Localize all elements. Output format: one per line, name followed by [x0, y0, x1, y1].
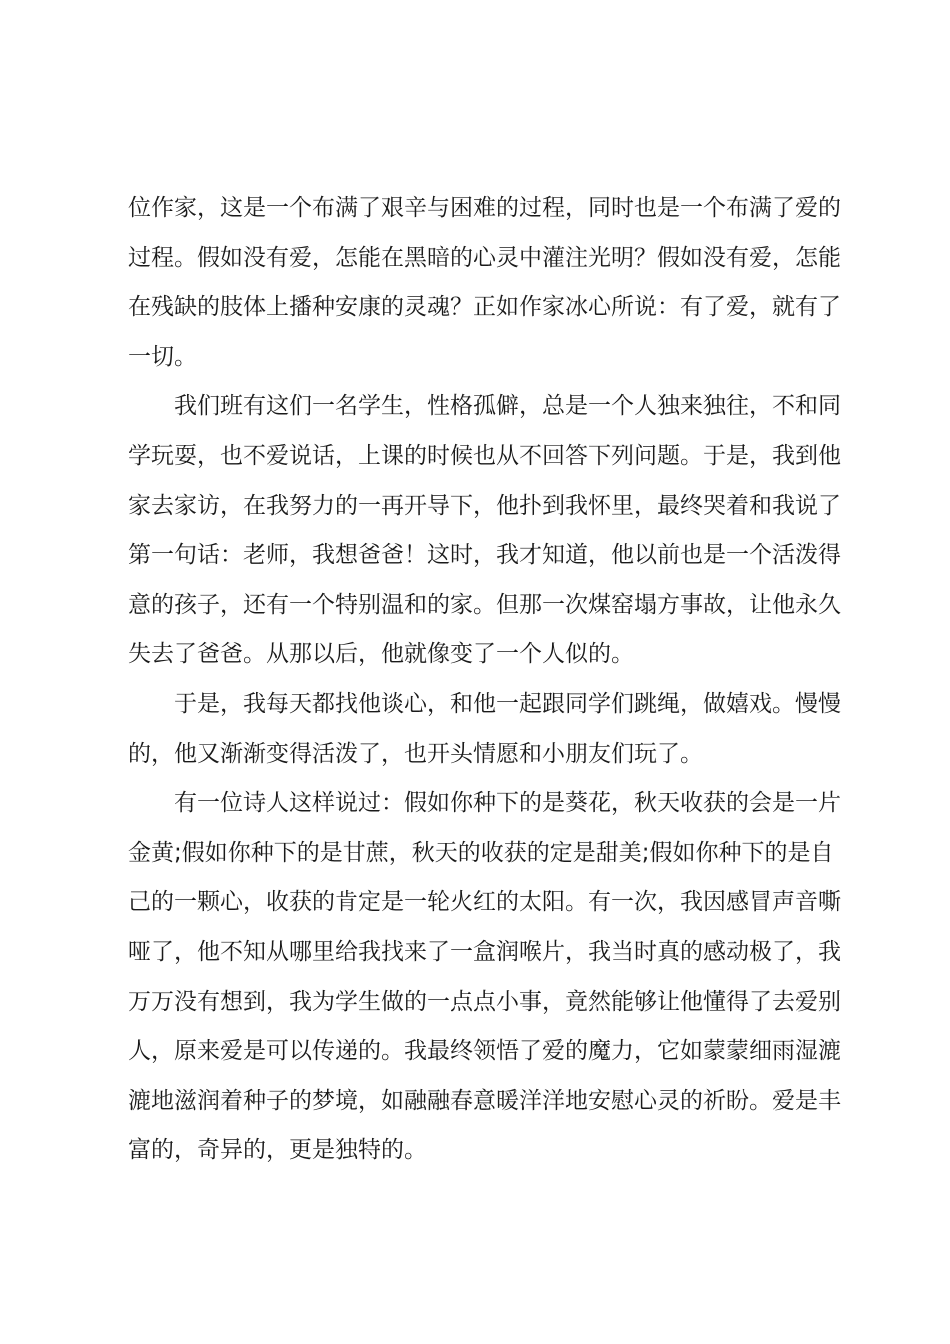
paragraph-3: [128, 680, 841, 779]
text-line: 位作家，这是一个布满了艰辛与困难的过程，同时也是一个布满了爱的: [128, 195, 841, 221]
text-line: 第一句话：老师，我想爸爸！这时，我才知道，他以前也是一个活泼得: [128, 542, 841, 569]
text-line: 漉地滋润着种子的梦境，如融融春意暖洋洋地安慰心灵的祈盼。爱是丰: [128, 1087, 841, 1114]
text-line: 万万没有想到，我为学生做的一点点小事，竟然能够让他懂得了去爱别: [128, 988, 841, 1015]
text-line: 学玩耍，也不爱说话，上课的时候也从不回答下列问题。于是，我到他: [128, 442, 841, 469]
text-line: 人，原来爱是可以传递的。我最终领悟了爱的魔力，它如蒙蒙细雨湿漉: [128, 1038, 841, 1065]
text-line: 过程。假如没有爱，怎能在黑暗的心灵中灌注光明？假如没有爱，怎能: [128, 244, 841, 271]
text-line: 我们班有这们一名学生，性格孤僻，总是一个人独来独往，不和同: [174, 393, 841, 420]
text-line: 一切。: [128, 343, 197, 370]
document-body: [128, 184, 841, 1176]
text-line: 金黄;假如你种下的是甘蔗，秋天的收获的定是甜美;假如你种下的是自: [128, 839, 834, 866]
text-line: 富的，奇异的，更是独特的。: [128, 1137, 427, 1164]
text-line: 有一位诗人这样说过：假如你种下的是葵花，秋天收获的会是一片: [174, 790, 841, 817]
text-line: 己的一颗心，收获的肯定是一轮火红的太阳。有一次，我因感冒声音嘶: [128, 889, 841, 916]
text-line: 家去家访，在我努力的一再开导下，他扑到我怀里，最终哭着和我说了: [128, 492, 841, 519]
text-line: 哑了，他不知从哪里给我找来了一盒润喉片，我当时真的感动极了，我: [128, 938, 841, 965]
text-line: 的，他又渐渐变得活泼了，也开头情愿和小朋友们玩了。: [128, 740, 703, 767]
paragraph-4: [128, 779, 841, 1176]
text-line: 在残缺的肢体上播种安康的灵魂？正如作家冰心所说：有了爱，就有了: [128, 294, 841, 321]
text-line: 失去了爸爸。从那以后，他就像变了一个人似的。: [128, 641, 634, 668]
paragraph-1: [128, 184, 841, 382]
text-line: 意的孩子，还有一个特别温和的家。但那一次煤窑塌方事故，让他永久: [128, 591, 841, 618]
paragraph-2: [128, 382, 841, 680]
text-line: 于是，我每天都找他谈心，和他一起跟同学们跳绳，做嬉戏。慢慢: [174, 690, 841, 717]
